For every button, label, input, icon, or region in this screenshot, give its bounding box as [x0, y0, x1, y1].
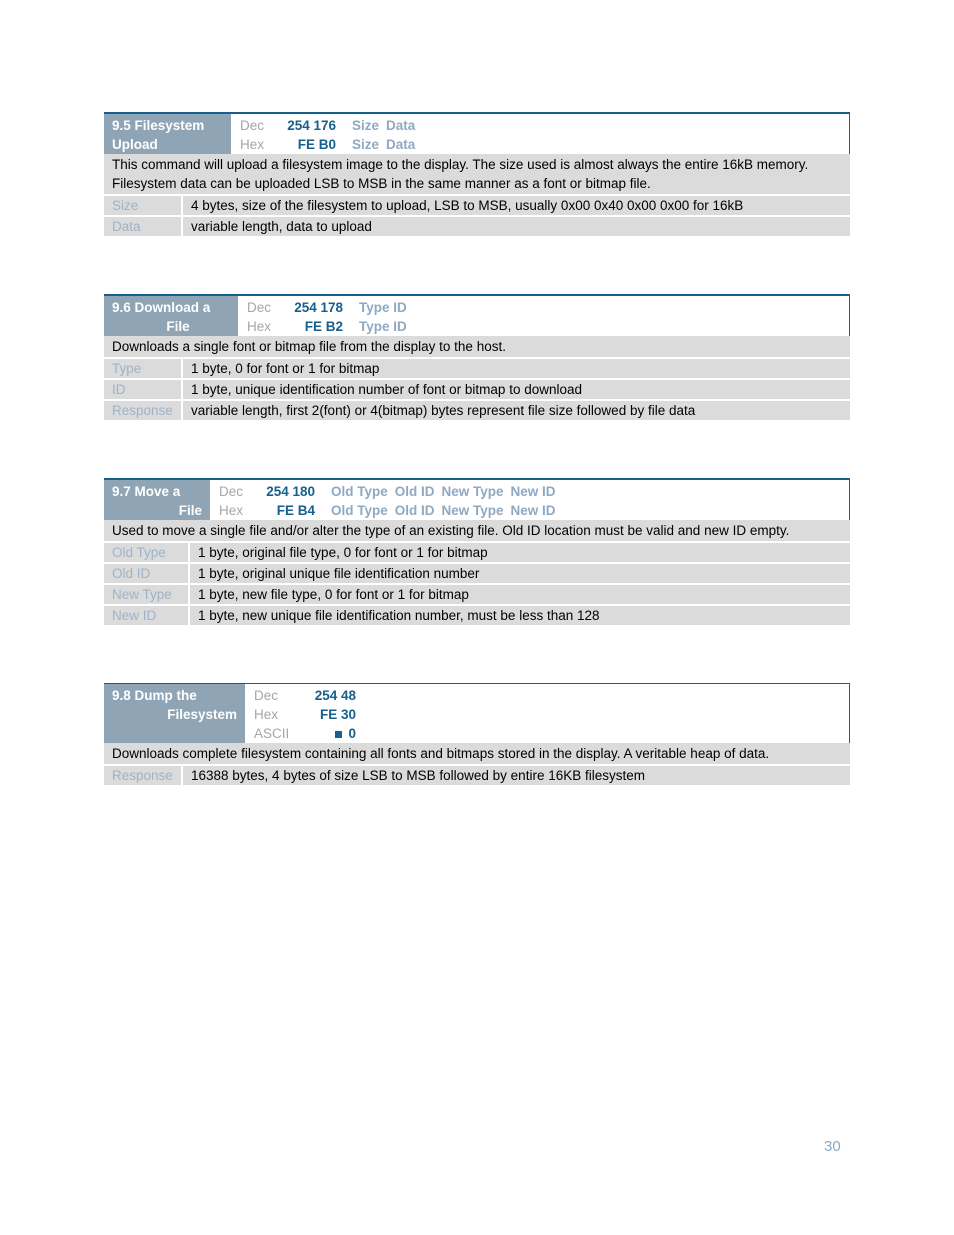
param-label: Data — [386, 118, 416, 133]
param-row — [104, 380, 850, 401]
hex-value: FE B2 — [304, 319, 343, 334]
hex-row — [254, 705, 849, 724]
param-label: New Type — [441, 503, 504, 518]
square-icon — [335, 731, 342, 738]
title-line-2: File — [178, 503, 202, 518]
dec-row — [219, 482, 849, 501]
param-name: ID — [104, 380, 183, 399]
command-header — [104, 294, 850, 336]
command-description: Downloads complete filesystem containing all fonts and bitmaps stored in the display. A veritable heap of data. — [104, 743, 850, 766]
dec-value: 254 176 — [287, 118, 336, 133]
param-name: Type — [104, 359, 183, 378]
command-codes — [231, 114, 849, 154]
param-row — [104, 766, 850, 787]
ascii-value — [294, 724, 356, 743]
title-line-2: File — [166, 319, 190, 334]
title-line-1: 9.6 Download a — [112, 300, 211, 315]
command-header — [104, 478, 850, 520]
param-row — [104, 196, 850, 217]
command-block-move-file — [104, 478, 850, 627]
param-label: New ID — [510, 503, 556, 518]
command-description: Used to move a single file and/or alter the type of an existing file. Old ID location must be valid and new ID empty. — [104, 520, 850, 543]
title-line-2: Upload — [112, 137, 158, 152]
param-label: Old Type — [331, 484, 388, 499]
param-row — [104, 217, 850, 238]
param-label: New ID — [510, 484, 556, 499]
ascii-row — [254, 724, 849, 743]
param-row — [104, 606, 850, 627]
command-block-download-file — [104, 294, 850, 422]
param-text: variable length, data to upload — [191, 219, 372, 234]
page-number: 30 — [824, 1138, 841, 1155]
title-line-1: 9.8 Dump the — [112, 688, 197, 703]
command-codes — [238, 296, 849, 336]
param-name: Response — [104, 401, 183, 420]
param-name: Old Type — [104, 543, 190, 562]
ascii-label: ASCII — [254, 726, 290, 741]
param-text: 1 byte, new unique file identification number, must be less than 128 — [198, 608, 600, 623]
hex-value: FE B0 — [297, 137, 336, 152]
dec-row — [240, 116, 849, 135]
hex-row — [240, 135, 849, 154]
param-label: Data — [386, 137, 416, 152]
param-label: Old ID — [394, 503, 435, 518]
command-header — [104, 112, 850, 154]
command-block-filesystem-upload — [104, 112, 850, 238]
command-codes — [210, 480, 849, 520]
param-label: Old ID — [394, 484, 435, 499]
param-text: 1 byte, new file type, 0 for font or 1 for bitmap — [198, 587, 469, 602]
param-row — [104, 585, 850, 606]
command-codes — [245, 684, 849, 743]
param-text: 1 byte, original file type, 0 for font or 1 for bitmap — [198, 545, 488, 560]
dec-label: Dec — [219, 484, 244, 499]
param-text: 1 byte, original unique file identification number — [198, 566, 480, 581]
dec-row — [254, 686, 849, 705]
param-name: Response — [104, 766, 183, 785]
title-line-1: 9.5 Filesystem — [112, 118, 205, 133]
dec-value: 254 48 — [314, 688, 356, 703]
hex-row — [247, 317, 849, 336]
param-text: variable length, first 2(font) or 4(bitmap) bytes represent file size followed by file data — [191, 403, 696, 418]
hex-value: FE 30 — [319, 707, 356, 722]
param-text: 16388 bytes, 4 bytes of size LSB to MSB followed by entire 16KB filesystem — [191, 768, 645, 783]
param-label: Type ID — [359, 300, 407, 315]
command-description: This command will upload a filesystem image to the display. The size used is almost always the entire 16kB memory. Filesystem data can be uploaded LSB to MSB in the same manner as a font or bitmap file. — [104, 154, 850, 196]
dec-label: Dec — [247, 300, 272, 315]
command-title — [104, 114, 231, 154]
param-row — [104, 564, 850, 585]
param-name: Old ID — [104, 564, 190, 583]
param-label: Type ID — [359, 319, 407, 334]
hex-label: Hex — [247, 319, 272, 334]
param-name: Size — [104, 196, 183, 215]
dec-label: Dec — [254, 688, 279, 703]
param-name: Data — [104, 217, 183, 236]
hex-row — [219, 501, 849, 520]
command-block-dump-filesystem — [104, 683, 850, 787]
command-title — [104, 684, 245, 743]
param-text: 1 byte, 0 for font or 1 for bitmap — [191, 361, 380, 376]
param-label: Old Type — [331, 503, 388, 518]
param-label: Size — [352, 118, 380, 133]
param-row — [104, 543, 850, 564]
param-name: New Type — [104, 585, 190, 604]
hex-label: Hex — [240, 137, 265, 152]
param-text: 4 bytes, size of the filesystem to upload, LSB to MSB, usually 0x00 0x40 0x00 0x00 for 16kB — [191, 198, 744, 213]
hex-label: Hex — [219, 503, 244, 518]
param-text: 1 byte, unique identification number of font or bitmap to download — [191, 382, 582, 397]
hex-label: Hex — [254, 707, 279, 722]
command-header — [104, 683, 850, 743]
title-line-2: Filesystem — [167, 707, 237, 722]
command-title — [104, 296, 238, 336]
command-title — [104, 480, 210, 520]
title-line-1: 9.7 Move a — [112, 484, 181, 499]
dec-value: 254 178 — [294, 300, 343, 315]
dec-label: Dec — [240, 118, 265, 133]
dec-row — [247, 298, 849, 317]
ascii-char: 0 — [348, 726, 356, 741]
param-label: Size — [352, 137, 380, 152]
param-label: New Type — [441, 484, 504, 499]
command-description: Downloads a single font or bitmap file from the display to the host. — [104, 336, 850, 359]
param-row — [104, 359, 850, 380]
hex-value: FE B4 — [276, 503, 315, 518]
param-row — [104, 401, 850, 422]
dec-value: 254 180 — [266, 484, 315, 499]
param-name: New ID — [104, 606, 190, 625]
